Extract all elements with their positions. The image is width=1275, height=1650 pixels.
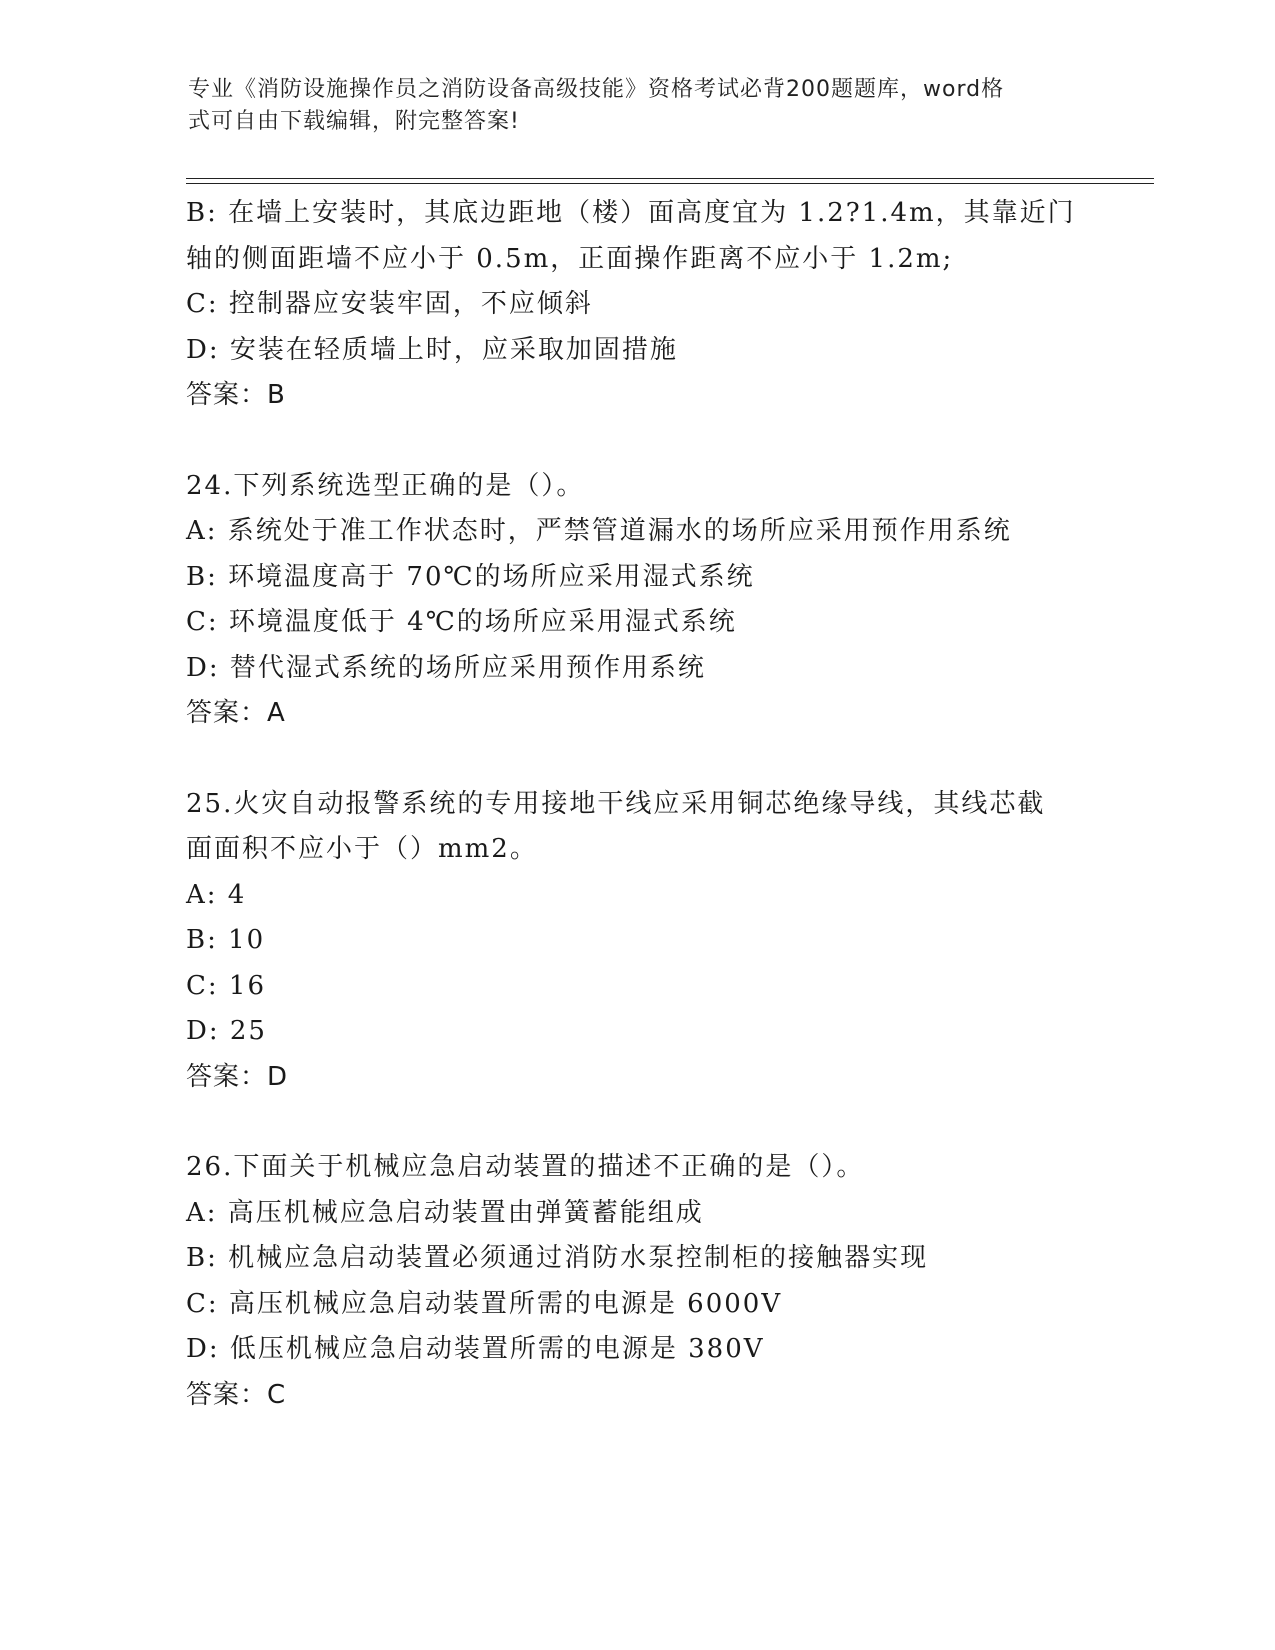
header-rule-top xyxy=(186,178,1154,179)
question-stem-line-2: 面面积不应小于（）mm2。 xyxy=(186,834,538,864)
question-stem-line-1: 25.火灾自动报警系统的专用接地干线应采用铜芯绝缘导线，其线芯截 xyxy=(186,788,1046,819)
option-d: D: 低压机械应急启动装置所需的电源是 380V xyxy=(186,1334,765,1364)
option-c: C: 高压机械应急启动装置所需的电源是 6000V xyxy=(186,1288,783,1319)
spacer xyxy=(186,1100,1086,1145)
header-line-1: 专业《消防设施操作员之消防设备高级技能》资格考试必背200题题库，word格 xyxy=(188,77,1005,102)
option-c: C: 控制器应安装牢固，不应倾斜 xyxy=(186,289,593,319)
answer: 答案：A xyxy=(186,698,286,728)
question-stem: 26.下面关于机械应急启动装置的描述不正确的是（）。 xyxy=(186,1152,865,1182)
option-d: D: 替代湿式系统的场所应采用预作用系统 xyxy=(186,652,706,683)
header-line-2: 式可自由下载编辑，附完整答案! xyxy=(188,109,520,134)
option-a: A: 高压机械应急启动装置由弹簧蓄能组成 xyxy=(186,1197,704,1228)
option-c: C: 16 xyxy=(186,970,267,1001)
document-header xyxy=(188,74,1068,138)
answer: 答案：B xyxy=(186,380,286,410)
option-d: D: 25 xyxy=(186,1016,267,1046)
question-stem: 24.下列系统选型正确的是（）。 xyxy=(186,470,585,501)
option-a: A: 系统处于准工作状态时，严禁管道漏水的场所应采用预作用系统 xyxy=(186,516,1012,546)
spacer xyxy=(186,419,1086,464)
option-b: B: 10 xyxy=(186,925,266,955)
option-c: C: 环境温度低于 4℃的场所应采用湿式系统 xyxy=(186,607,737,637)
answer: 答案：C xyxy=(186,1379,287,1410)
question-23 xyxy=(186,191,1086,419)
question-list xyxy=(186,191,1086,1418)
option-d: D: 安装在轻质墙上时，应采取加固措施 xyxy=(186,334,678,365)
header-rule-bottom xyxy=(186,183,1154,184)
spacer xyxy=(186,737,1086,782)
question-24 xyxy=(186,464,1086,737)
option-b: B: 环境温度高于 70℃的场所应采用湿式系统 xyxy=(186,561,755,592)
option-b: B: 机械应急启动装置必须通过消防水泵控制柜的接触器实现 xyxy=(186,1243,929,1273)
option-b-line-2: 轴的侧面距墙不应小于 0.5m，正面操作距离不应小于 1.2m; xyxy=(186,243,954,274)
option-b-line-1: B: 在墙上安装时，其底边距地（楼）面高度宜为 1.2?1.4m，其靠近门 xyxy=(186,198,1076,228)
option-a: A: 4 xyxy=(186,879,247,910)
answer: 答案：D xyxy=(186,1061,289,1092)
question-26 xyxy=(186,1145,1086,1418)
question-25 xyxy=(186,782,1086,1101)
